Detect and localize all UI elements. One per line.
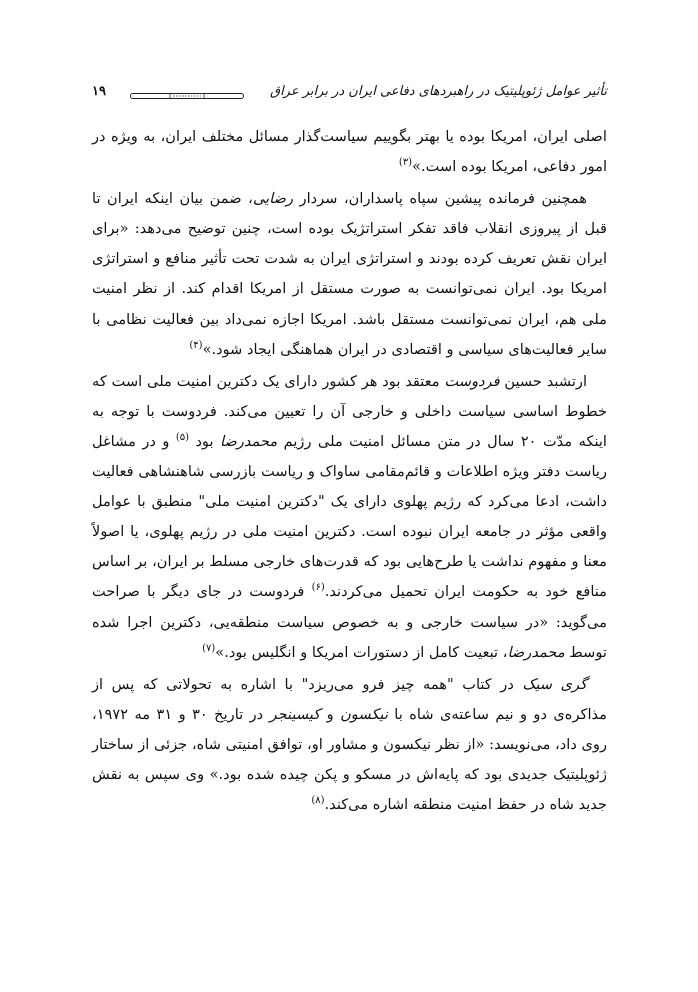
italic-name: محمدرضا: [219, 432, 278, 450]
header-ornament: [130, 91, 244, 101]
text-segment: معتقد بود هر کشور دارای یک دکترین امنیت ملی است که خطوط اساسی سیاست داخلی و خارجی آن را تعیین می‌کند. فردوست با توجه به اینکه مدّت ۲۰ سال در متن مسائل امنیت ملی رژیم: [92, 372, 607, 450]
italic-name: کیسینجر: [269, 705, 321, 723]
paragraph-3: [92, 367, 607, 668]
body-text: [92, 122, 607, 820]
italic-name: نیکسون: [340, 705, 388, 723]
footnote-reference: (۸): [311, 795, 325, 807]
running-header: [92, 80, 607, 104]
text-segment: اصلی ایران، امریکا بوده یا بهتر بگوییم سیاست‌گذار مسائل مختلف ایران، به ویژه در امور دفاعی، امریکا بوده است.»: [92, 128, 607, 176]
footnote-reference: (۷): [202, 642, 216, 654]
text-segment: و: [320, 705, 341, 723]
text-segment: بود: [189, 432, 220, 450]
text-segment: در کتاب "همه چیز فرو می‌ریزد" با اشاره به تحولاتی که پس از مذاکره‌ی دو و نیم ساعته‌ی شاه با: [92, 675, 607, 723]
footnote-reference: (۵): [175, 432, 190, 444]
text-segment: ارتشبد حسین: [499, 372, 588, 390]
text-segment: همچنین فرمانده پیشین سپاه پاسداران، سردار: [293, 190, 587, 208]
text-segment: و در مشاغل ریاست دفتر ویژه اطلاعات و قائم‌مقامی ساواک و ریاست بازرسی شاهنشاهی فعالیت داشت، ادعا می‌کرد که رژیم پهلوی دارای یک "دکترین امنیت ملی" منطبق با عوامل واقعی مؤثر در جامعه ایران نبوده است. دکترین امنیت ملی در رژیم پهلوی، یا اصولاً معنا و مفهوم نداشت یا طرح‌هایی بود که قدرت‌های خارجی مسلط بر ایران، بر اساس منافع خود به حکومت ایران تحمیل می‌کردند.: [92, 432, 607, 601]
text-segment: ، ضمن بیان اینکه ایران تا قبل از پیروزی انقلاب فاقد تفکر استراتژیک بوده است، چنین توضیح می‌دهد: «برای ایران نقش تعریف کرده بودند و استراتژی ایران به شدت تحت تأثیر منافع و استراتژی امریکا بود. ایران نمی‌توانست به صورت مستقل از امریکا اقدام کند. از نظر امنیت ملی هم، ایران نمی‌توانست مستقل باشد. امریکا اجازه نمی‌داد بین فعالیت نظامی با سایر فعالیت‌های سیاسی و اقتصادی در ایران هماهنگی ایجاد شود.»: [92, 190, 607, 358]
italic-name: گری سیک: [522, 675, 587, 693]
page-number: ۱۹: [92, 84, 106, 99]
italic-name: محمدرضا: [507, 643, 565, 661]
paragraph-4: [92, 670, 607, 820]
footnote-reference: (۳): [398, 157, 413, 169]
text-segment: ، تبعیت کامل از دستورات امریکا و انگلیس بود.»: [215, 643, 508, 661]
italic-name: رضایی: [252, 190, 293, 208]
text-segment: در تاریخ ۳۰ و ۳۱ مه ۱۹۷۲، روی داد، می‌نویسد: «از نظر نیکسون و مشاور او، توافق امنیتی شاه، جزئی از ساختار ژئوپلیتیک جدیدی بود که پایه‌اش در مسکو و پکن چیده شده بود.» وی سپس به نقش جدید شاه در حفظ امنیت منطقه اشاره می‌کند.: [92, 705, 607, 814]
paragraph-2: [92, 184, 607, 365]
paragraph-1: [92, 122, 607, 182]
italic-name: فردوست: [444, 372, 500, 390]
footnote-reference: (۴): [189, 339, 203, 351]
footnote-reference: (۶): [311, 582, 325, 594]
text-segment: فردوست در جای دیگر با صراحت می‌گوید: «در سیاست خارجی و به خصوص سیاست منطقه‌یی، دکترین اجرا شده توسط: [92, 583, 607, 661]
running-header-title: تأثیر عوامل ژئوپلیتیک در راهبردهای دفاعی ایران در برابر عراق: [269, 84, 607, 99]
